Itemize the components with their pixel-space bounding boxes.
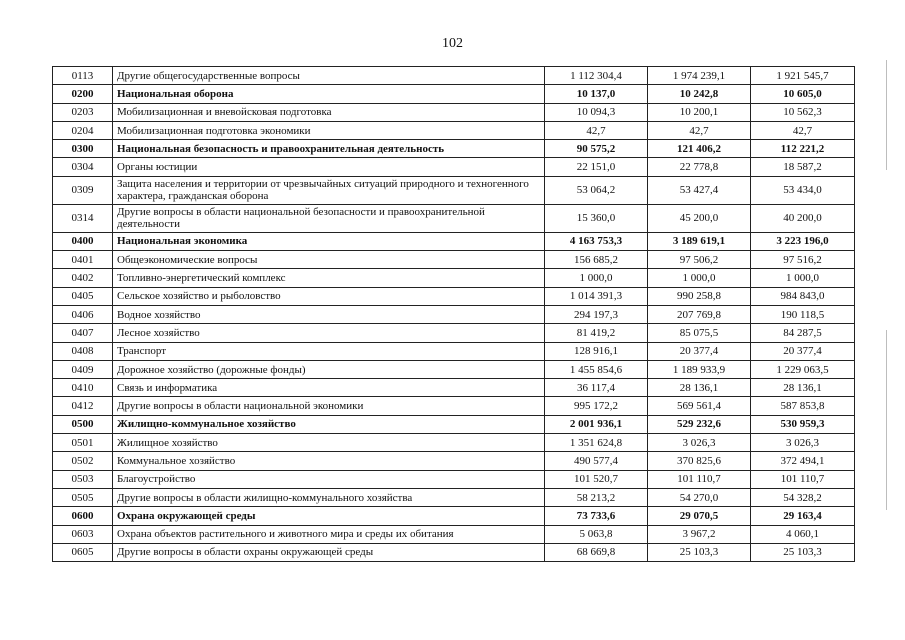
value-column-1-cell: 101 520,7 xyxy=(545,470,648,488)
value-column-2-cell: 101 110,7 xyxy=(648,470,751,488)
section-name-cell: Благоустройство xyxy=(113,470,545,488)
value-column-2-cell: 20 377,4 xyxy=(648,342,751,360)
value-column-2-cell: 54 270,0 xyxy=(648,488,751,506)
section-name-cell: Национальная безопасность и правоохранительная деятельность xyxy=(113,140,545,158)
section-name-cell: Другие общегосударственные вопросы xyxy=(113,67,545,85)
value-column-3-cell: 112 221,2 xyxy=(751,140,855,158)
value-column-3-cell: 29 163,4 xyxy=(751,507,855,525)
table-row xyxy=(53,204,855,232)
section-code-cell: 0501 xyxy=(53,434,113,452)
value-column-1-cell: 490 577,4 xyxy=(545,452,648,470)
table-row xyxy=(53,324,855,342)
section-name-cell: Общеэкономические вопросы xyxy=(113,251,545,269)
table-row xyxy=(53,232,855,250)
table-row xyxy=(53,85,855,103)
table-row xyxy=(53,121,855,139)
table-row xyxy=(53,342,855,360)
table-row xyxy=(53,525,855,543)
section-code-cell: 0605 xyxy=(53,543,113,561)
value-column-3-cell: 101 110,7 xyxy=(751,470,855,488)
value-column-1-cell: 22 151,0 xyxy=(545,158,648,176)
section-name-cell: Другие вопросы в области национальной экономики xyxy=(113,397,545,415)
value-column-3-cell: 1 229 063,5 xyxy=(751,360,855,378)
value-column-3-cell: 1 921 545,7 xyxy=(751,67,855,85)
table-row xyxy=(53,287,855,305)
section-code-cell: 0400 xyxy=(53,232,113,250)
value-column-1-cell: 995 172,2 xyxy=(545,397,648,415)
section-name-cell: Охрана окружающей среды xyxy=(113,507,545,525)
table-row xyxy=(53,507,855,525)
value-column-2-cell: 3 967,2 xyxy=(648,525,751,543)
value-column-2-cell: 529 232,6 xyxy=(648,415,751,433)
table-row xyxy=(53,470,855,488)
section-name-cell: Национальная оборона xyxy=(113,85,545,103)
section-name-cell: Жилищно-коммунальное хозяйство xyxy=(113,415,545,433)
budget-table xyxy=(52,66,855,562)
value-column-1-cell: 73 733,6 xyxy=(545,507,648,525)
budget-table-body xyxy=(53,67,855,562)
value-column-1-cell: 1 112 304,4 xyxy=(545,67,648,85)
value-column-3-cell: 372 494,1 xyxy=(751,452,855,470)
value-column-2-cell: 990 258,8 xyxy=(648,287,751,305)
table-row xyxy=(53,415,855,433)
table-row xyxy=(53,176,855,204)
value-column-3-cell: 28 136,1 xyxy=(751,379,855,397)
section-name-cell: Защита населения и территории от чрезвычайных ситуаций природного и техногенного характера, гражданская оборона xyxy=(113,176,545,204)
value-column-2-cell: 22 778,8 xyxy=(648,158,751,176)
value-column-1-cell: 294 197,3 xyxy=(545,305,648,323)
section-name-cell: Дорожное хозяйство (дорожные фонды) xyxy=(113,360,545,378)
value-column-1-cell: 1 455 854,6 xyxy=(545,360,648,378)
value-column-1-cell: 1 014 391,3 xyxy=(545,287,648,305)
section-code-cell: 0502 xyxy=(53,452,113,470)
section-name-cell: Мобилизационная подготовка экономики xyxy=(113,121,545,139)
value-column-1-cell: 1 000,0 xyxy=(545,269,648,287)
value-column-3-cell: 18 587,2 xyxy=(751,158,855,176)
scan-margin-mark xyxy=(886,330,887,510)
value-column-2-cell: 45 200,0 xyxy=(648,204,751,232)
value-column-2-cell: 29 070,5 xyxy=(648,507,751,525)
section-name-cell: Связь и информатика xyxy=(113,379,545,397)
value-column-2-cell: 25 103,3 xyxy=(648,543,751,561)
table-row xyxy=(53,103,855,121)
section-code-cell: 0600 xyxy=(53,507,113,525)
value-column-2-cell: 42,7 xyxy=(648,121,751,139)
value-column-3-cell: 53 434,0 xyxy=(751,176,855,204)
section-code-cell: 0113 xyxy=(53,67,113,85)
table-row xyxy=(53,251,855,269)
section-name-cell: Другие вопросы в области охраны окружающей среды xyxy=(113,543,545,561)
value-column-1-cell: 4 163 753,3 xyxy=(545,232,648,250)
value-column-1-cell: 53 064,2 xyxy=(545,176,648,204)
section-code-cell: 0314 xyxy=(53,204,113,232)
value-column-1-cell: 1 351 624,8 xyxy=(545,434,648,452)
value-column-1-cell: 15 360,0 xyxy=(545,204,648,232)
table-row xyxy=(53,360,855,378)
value-column-2-cell: 207 769,8 xyxy=(648,305,751,323)
value-column-2-cell: 1 189 933,9 xyxy=(648,360,751,378)
value-column-3-cell: 40 200,0 xyxy=(751,204,855,232)
section-name-cell: Охрана объектов растительного и животного мира и среды их обитания xyxy=(113,525,545,543)
value-column-1-cell: 156 685,2 xyxy=(545,251,648,269)
value-column-3-cell: 530 959,3 xyxy=(751,415,855,433)
value-column-3-cell: 1 000,0 xyxy=(751,269,855,287)
value-column-2-cell: 85 075,5 xyxy=(648,324,751,342)
value-column-1-cell: 68 669,8 xyxy=(545,543,648,561)
value-column-3-cell: 3 026,3 xyxy=(751,434,855,452)
section-name-cell: Другие вопросы в области жилищно-коммунального хозяйства xyxy=(113,488,545,506)
value-column-1-cell: 10 137,0 xyxy=(545,85,648,103)
section-code-cell: 0204 xyxy=(53,121,113,139)
table-row xyxy=(53,269,855,287)
section-code-cell: 0410 xyxy=(53,379,113,397)
table-row xyxy=(53,452,855,470)
value-column-3-cell: 54 328,2 xyxy=(751,488,855,506)
table-row xyxy=(53,379,855,397)
table-row xyxy=(53,158,855,176)
section-code-cell: 0503 xyxy=(53,470,113,488)
page-number: 102 xyxy=(442,36,463,51)
section-code-cell: 0408 xyxy=(53,342,113,360)
value-column-2-cell: 3 189 619,1 xyxy=(648,232,751,250)
value-column-3-cell: 984 843,0 xyxy=(751,287,855,305)
section-name-cell: Сельское хозяйство и рыболовство xyxy=(113,287,545,305)
section-code-cell: 0603 xyxy=(53,525,113,543)
table-row xyxy=(53,305,855,323)
value-column-1-cell: 128 916,1 xyxy=(545,342,648,360)
section-name-cell: Мобилизационная и вневойсковая подготовка xyxy=(113,103,545,121)
section-code-cell: 0500 xyxy=(53,415,113,433)
table-row xyxy=(53,397,855,415)
section-name-cell: Другие вопросы в области национальной безопасности и правоохранительной деятельности xyxy=(113,204,545,232)
section-name-cell: Национальная экономика xyxy=(113,232,545,250)
value-column-3-cell: 97 516,2 xyxy=(751,251,855,269)
value-column-3-cell: 190 118,5 xyxy=(751,305,855,323)
value-column-2-cell: 53 427,4 xyxy=(648,176,751,204)
section-code-cell: 0402 xyxy=(53,269,113,287)
section-code-cell: 0405 xyxy=(53,287,113,305)
section-code-cell: 0300 xyxy=(53,140,113,158)
scan-margin-mark xyxy=(886,60,887,170)
value-column-1-cell: 81 419,2 xyxy=(545,324,648,342)
value-column-3-cell: 25 103,3 xyxy=(751,543,855,561)
value-column-2-cell: 1 000,0 xyxy=(648,269,751,287)
section-code-cell: 0505 xyxy=(53,488,113,506)
value-column-2-cell: 97 506,2 xyxy=(648,251,751,269)
section-code-cell: 0412 xyxy=(53,397,113,415)
value-column-3-cell: 4 060,1 xyxy=(751,525,855,543)
table-row xyxy=(53,434,855,452)
section-code-cell: 0401 xyxy=(53,251,113,269)
value-column-1-cell: 42,7 xyxy=(545,121,648,139)
value-column-1-cell: 90 575,2 xyxy=(545,140,648,158)
value-column-2-cell: 10 200,1 xyxy=(648,103,751,121)
value-column-2-cell: 569 561,4 xyxy=(648,397,751,415)
section-code-cell: 0203 xyxy=(53,103,113,121)
value-column-3-cell: 10 605,0 xyxy=(751,85,855,103)
value-column-3-cell: 3 223 196,0 xyxy=(751,232,855,250)
value-column-1-cell: 58 213,2 xyxy=(545,488,648,506)
section-code-cell: 0407 xyxy=(53,324,113,342)
section-code-cell: 0200 xyxy=(53,85,113,103)
value-column-3-cell: 42,7 xyxy=(751,121,855,139)
section-code-cell: 0406 xyxy=(53,305,113,323)
value-column-2-cell: 28 136,1 xyxy=(648,379,751,397)
value-column-2-cell: 1 974 239,1 xyxy=(648,67,751,85)
section-name-cell: Водное хозяйство xyxy=(113,305,545,323)
section-name-cell: Органы юстиции xyxy=(113,158,545,176)
value-column-1-cell: 36 117,4 xyxy=(545,379,648,397)
section-name-cell: Коммунальное хозяйство xyxy=(113,452,545,470)
table-row xyxy=(53,543,855,561)
section-code-cell: 0309 xyxy=(53,176,113,204)
section-name-cell: Лесное хозяйство xyxy=(113,324,545,342)
section-name-cell: Топливно-энергетический комплекс xyxy=(113,269,545,287)
value-column-2-cell: 370 825,6 xyxy=(648,452,751,470)
value-column-2-cell: 3 026,3 xyxy=(648,434,751,452)
value-column-1-cell: 2 001 936,1 xyxy=(545,415,648,433)
value-column-1-cell: 10 094,3 xyxy=(545,103,648,121)
table-row xyxy=(53,67,855,85)
value-column-1-cell: 5 063,8 xyxy=(545,525,648,543)
value-column-2-cell: 10 242,8 xyxy=(648,85,751,103)
value-column-3-cell: 20 377,4 xyxy=(751,342,855,360)
value-column-2-cell: 121 406,2 xyxy=(648,140,751,158)
value-column-3-cell: 84 287,5 xyxy=(751,324,855,342)
value-column-3-cell: 587 853,8 xyxy=(751,397,855,415)
section-name-cell: Транспорт xyxy=(113,342,545,360)
table-row xyxy=(53,488,855,506)
section-code-cell: 0304 xyxy=(53,158,113,176)
section-code-cell: 0409 xyxy=(53,360,113,378)
value-column-3-cell: 10 562,3 xyxy=(751,103,855,121)
table-row xyxy=(53,140,855,158)
section-name-cell: Жилищное хозяйство xyxy=(113,434,545,452)
